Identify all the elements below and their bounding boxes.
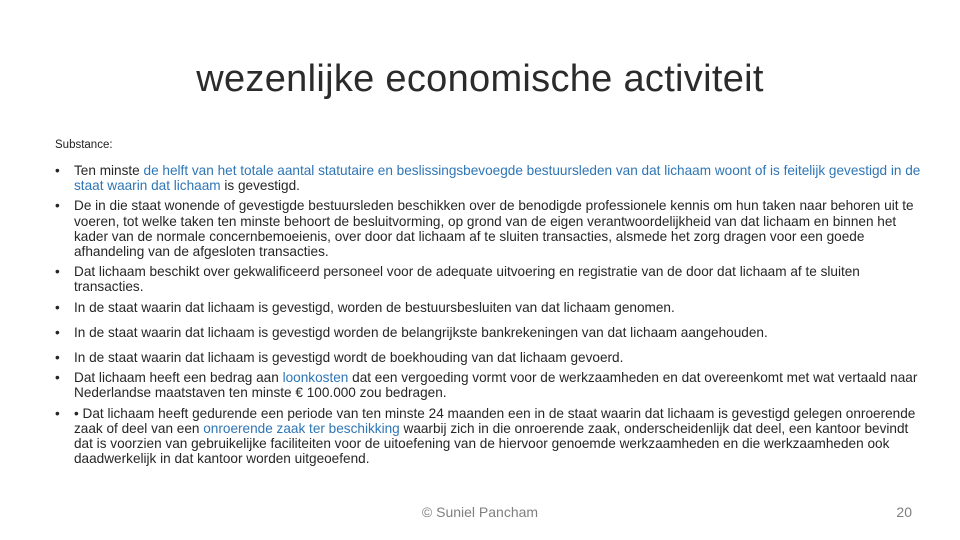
highlight-text: onroerende zaak ter beschikking [203, 420, 400, 436]
bullet-icon: • [55, 324, 60, 340]
bullet-text: In de staat waarin dat lichaam is gevestigd wordt de boekhouding van dat lichaam gevoerd. [74, 350, 624, 366]
bullet-item [55, 300, 925, 315]
bullet-text: De in die staat wonende of gevestigde bestuursleden beschikken over de benodigde professionele kennis om hun taken naar behoren uit te voeren, tot welke taken ten minste behoort de besluitvorming, op grond van de eigen verantwoordelijkheid van dat lichaam en binnen het kader van de normale concernbemoeienis, over door dat lichaam af te sluiten transacties, alsmede het zorg dragen voor een goede afhandeling van de afgesloten transacties. [74, 198, 914, 260]
bullet-text: Dat lichaam heeft een bedrag aan [74, 370, 283, 386]
bullet-icon: • [55, 264, 60, 280]
bullet-text: waarbij zich in die onroerende zaak, onderscheidenlijk dat deel, een kantoor bevindt dat is voorzien van gebruikelijke faciliteiten voor de uitoefening van de hiervoor genoemde werkzaamheden en die werkzaamheden ook daadwerkelijk in dat kantoor worden uitgeoefend. [74, 420, 909, 467]
bullet-text: • Dat lichaam heeft gedurende een periode van ten minste 24 maanden een in de staat waarin dat lichaam is gevestigd gelegen onroerende zaak of deel van een [74, 405, 916, 436]
bullet-icon: • [55, 198, 60, 214]
bullet-item [55, 350, 925, 365]
substance-list [55, 163, 925, 466]
bullet-text: dat een vergoeding vormt voor de werkzaamheden en dat overeenkomt met wat vertaald naar Nederlandse maatstaven ten minste € 100.000 zou bedragen. [74, 370, 918, 401]
bullet-text: is gevestigd. [220, 178, 300, 194]
bullet-item [55, 163, 925, 193]
highlight-text: loonkosten [282, 370, 349, 386]
bullet-item [55, 406, 925, 467]
page-number: 20 [896, 504, 912, 520]
bullet-text: Ten minste [74, 163, 144, 178]
bullet-item [55, 264, 925, 294]
bullet-icon: • [55, 163, 60, 178]
bullet-item [55, 325, 925, 340]
bullet-icon: • [55, 350, 60, 366]
bullet-item [55, 198, 925, 259]
bullet-icon: • [55, 370, 60, 386]
bullet-icon: • [55, 299, 60, 315]
slide-title: wezenlijke economische activiteit [196, 58, 764, 100]
bullet-text: In de staat waarin dat lichaam is gevestigd, worden de bestuursbesluiten van dat lichaam genomen. [74, 299, 675, 315]
subheading: Substance: [55, 139, 113, 151]
bullet-item [55, 370, 925, 400]
footer-copyright: © Suniel Pancham [421, 504, 539, 520]
highlight-text: de helft van het totale aantal statutaire en beslissingsbevoegde bestuursleden van dat lichaam woont of is feitelijk gevestigd in de staat waarin dat lichaam [74, 163, 921, 194]
bullet-icon: • [55, 405, 60, 421]
bullet-text: In de staat waarin dat lichaam is gevestigd worden de belangrijkste bankrekeningen van dat lichaam aangehouden. [74, 324, 768, 340]
bullet-text: Dat lichaam beschikt over gekwalificeerd personeel voor de adequate uitvoering en registratie van de door dat lichaam af te sluiten transacties. [74, 264, 860, 295]
